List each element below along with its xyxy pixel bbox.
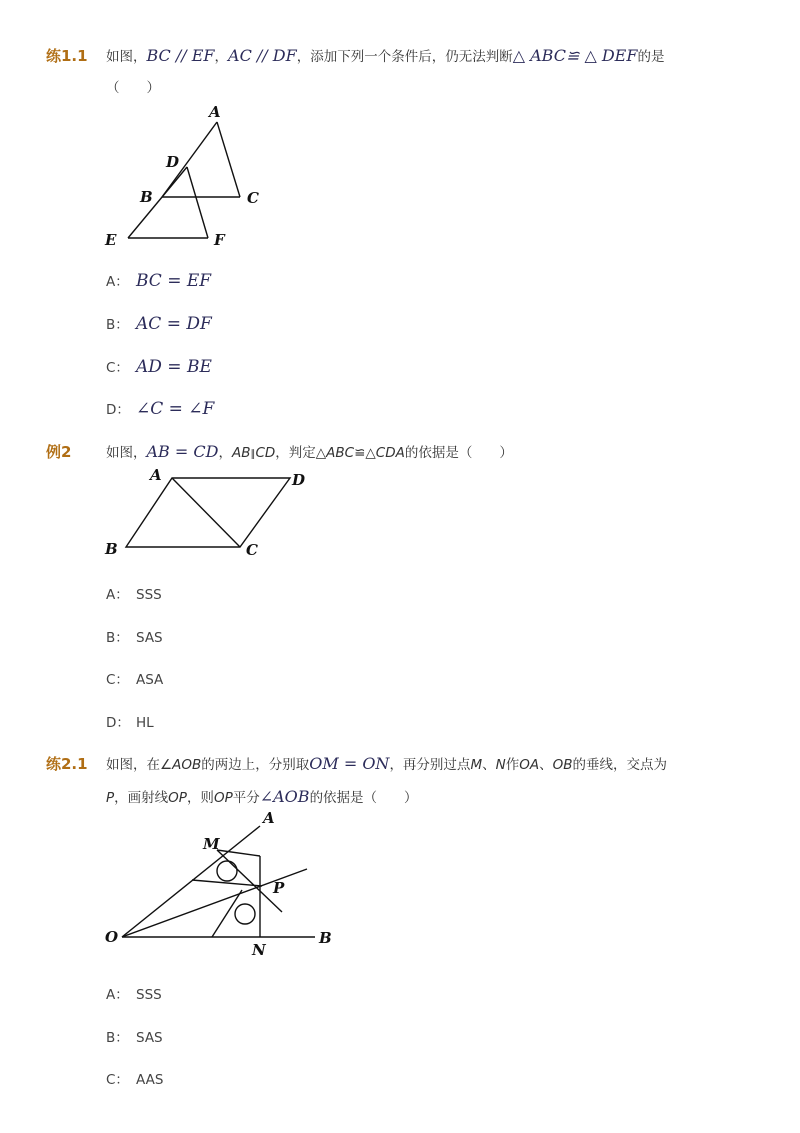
label-m: M [203,835,220,853]
math-ac-parallel-df: AC // DF [228,46,297,65]
label-a: A [209,103,221,121]
segment-df [187,167,208,238]
label-a: A [263,809,275,827]
label-c: C [246,541,258,559]
option-q3-a[interactable]: A： SSS [106,987,162,1003]
option-q2-d[interactable]: D： HL [106,715,154,731]
option-q3-b[interactable]: B： SAS [106,1030,163,1046]
label-a: A [150,466,162,484]
question-tag-1: 练1.1 [46,47,88,65]
ray-oa [122,826,260,937]
option-q3-c[interactable]: C： AAS [106,1072,164,1088]
segment-to-n [212,890,242,937]
math-om-equals-on: OM = ON [309,754,390,773]
math-congruence: △ ABC≌ △ DEF [512,46,638,65]
option-q2-b[interactable]: B： SAS [106,630,163,646]
label-d: D [292,471,306,489]
option-q2-c[interactable]: C： ASA [106,672,164,688]
figure-q3-angle-bisector [100,808,340,963]
label-n: N [252,941,266,959]
question-stem-3-line1: 如图，在∠AOB的两边上，分别取OM = ON，再分别过点M、N作OA、OB的垂线，交点为 [106,754,667,773]
label-b: B [105,540,118,558]
question-stem-1: 如图，BC // EF，AC // DF，添加下列一个条件后，仍无法判断△ ABC≌ △ DEF的是 [106,46,665,65]
label-d: D [166,153,180,171]
label-b: B [319,929,332,947]
option-q1-a[interactable]: A： BC = EF [106,271,212,291]
option-q1-c[interactable]: C： AD = BE [106,357,212,377]
figure-q1-triangles [100,100,270,250]
parallelogram-abcd [126,478,290,547]
question-stem-2: 如图，AB = CD，AB∥CD，判定△ABC≌△CDA的依据是（ ） [106,442,513,461]
option-q2-a[interactable]: A： SSS [106,587,162,603]
option-q1-b[interactable]: B： AC = DF [106,314,212,334]
diagonal-ac [172,478,240,547]
question-tag-3: 练2.1 [46,755,88,773]
angle-mark-bottom [235,904,255,924]
segment-de [128,167,187,238]
label-e: E [105,231,117,249]
option-q1-d[interactable]: D： ∠C = ∠F [106,399,215,419]
math-angle-aob: ∠AOB [259,787,310,806]
question-stem-3-line2: P，画射线OP，则OP平分∠AOB的依据是（ ） [106,787,418,806]
label-c: C [247,189,259,207]
label-p: P [273,879,285,897]
figure-q2-parallelogram [100,462,320,562]
math-ab-equals-cd: AB = CD [146,442,219,461]
question-tag-2: 例2 [46,443,72,461]
label-f: F [214,231,225,249]
segment-ac [217,122,240,197]
label-o: O [105,928,119,946]
label-b: B [140,188,153,206]
angle-mark-top [217,861,237,881]
math-bc-parallel-ef: BC // EF [146,46,215,65]
answer-paren-1: （ ） [106,80,160,96]
